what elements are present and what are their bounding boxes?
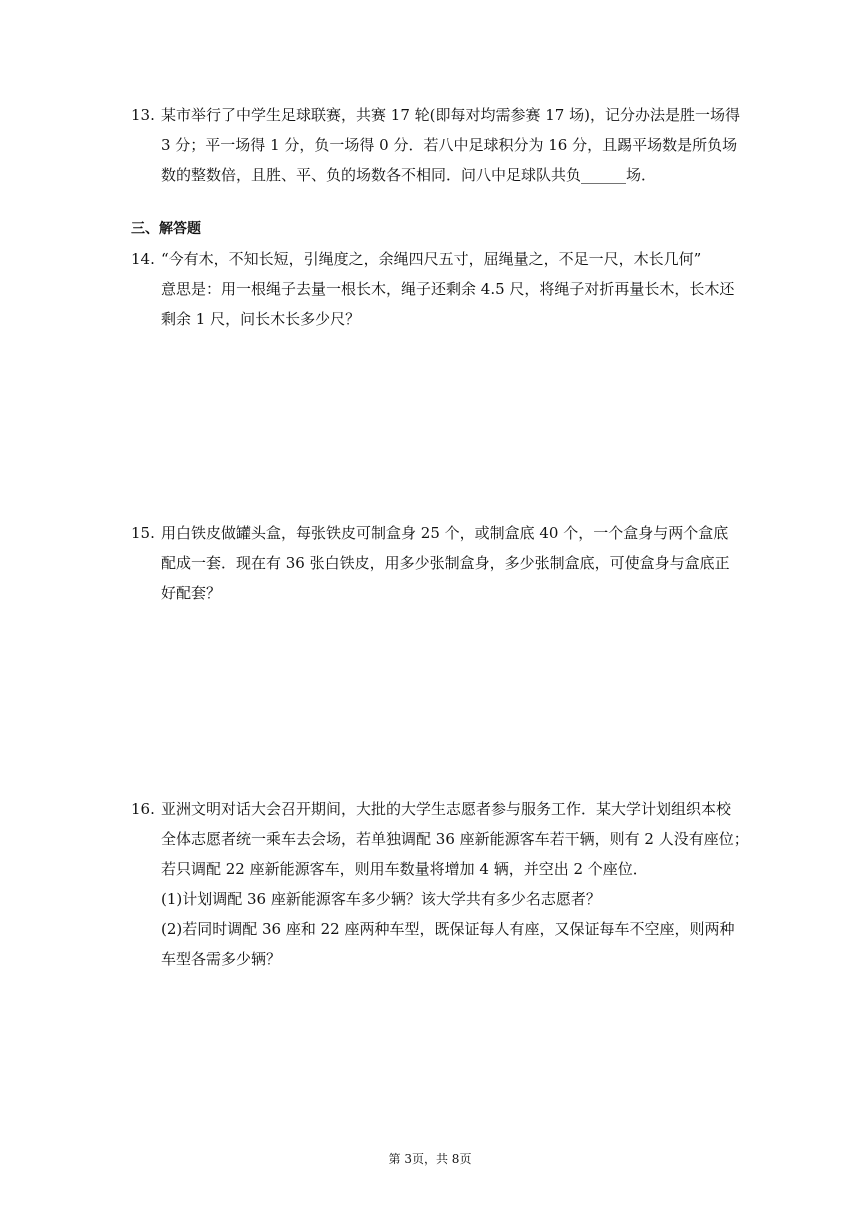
question-line: 若只调配 22 座新能源客车，则用车数量将增加 4 辆，并空出 2 个座位． (161, 860, 648, 878)
question-line: 好配套？ (161, 584, 222, 602)
question-text (161, 244, 736, 334)
page-footer: 第 3页，共 8页 (388, 1152, 472, 1166)
question-subpart: (2)若同时调配 36 座和 22 座两种车型，既保证每人有座，又保证每车不空座，则两种 (161, 920, 735, 938)
question-line: 3 分；平一场得 1 分，负一场得 0 分．若八中足球积分为 16 分，且踢平场数是所负场 (161, 136, 738, 154)
question-15 (131, 518, 736, 608)
question-number: 16. (131, 800, 155, 818)
question-text (161, 100, 740, 190)
section-title: 三、解答题 (131, 221, 201, 237)
question-line: 剩余 1 尺，问长木长多少尺？ (161, 310, 361, 328)
question-16 (131, 794, 749, 974)
question-line: 亚洲文明对话大会召开期间，大批的大学生志愿者参与服务工作．某大学计划组织本校 (161, 800, 732, 818)
question-subpart: (1)计划调配 36 座新能源客车多少辆？该大学共有多少名志愿者？ (161, 890, 601, 908)
question-13 (131, 100, 740, 190)
question-text (161, 518, 736, 608)
question-line: 配成一套．现在有 36 张白铁皮，用多少张制盒身，多少张制盒底，可使盒身与盒底正 (161, 554, 730, 572)
question-14 (131, 244, 736, 334)
question-line: “今有木，不知长短，引绳度之，余绳四尺五寸，屈绳量之，不足一尺，木长几何” (161, 250, 702, 268)
question-text (161, 794, 749, 974)
question-line: 车型各需多少辆？ (161, 950, 282, 968)
question-number: 14. (131, 250, 155, 268)
question-line: 全体志愿者统一乘车去会场，若单独调配 36 座新能源客车若干辆，则有 2 人没有座位； (161, 830, 749, 848)
question-number: 15. (131, 524, 155, 542)
question-line: 意思是：用一根绳子去量一根长木，绳子还剩余 4.5 尺，将绳子对折再量长木，长木还 (161, 280, 735, 298)
question-number: 13. (131, 106, 155, 124)
question-line: 数的整数倍，且胜、平、负的场数各不相同．问八中足球队共负______场． (161, 166, 657, 184)
question-line: 某市举行了中学生足球联赛，共赛 17 轮(即每对均需参赛 17 场)，记分办法是胜一场得 (161, 106, 740, 124)
question-line: 用白铁皮做罐头盒，每张铁皮可制盒身 25 个，或制盒底 40 个，一个盒身与两个盒底 (161, 524, 729, 542)
